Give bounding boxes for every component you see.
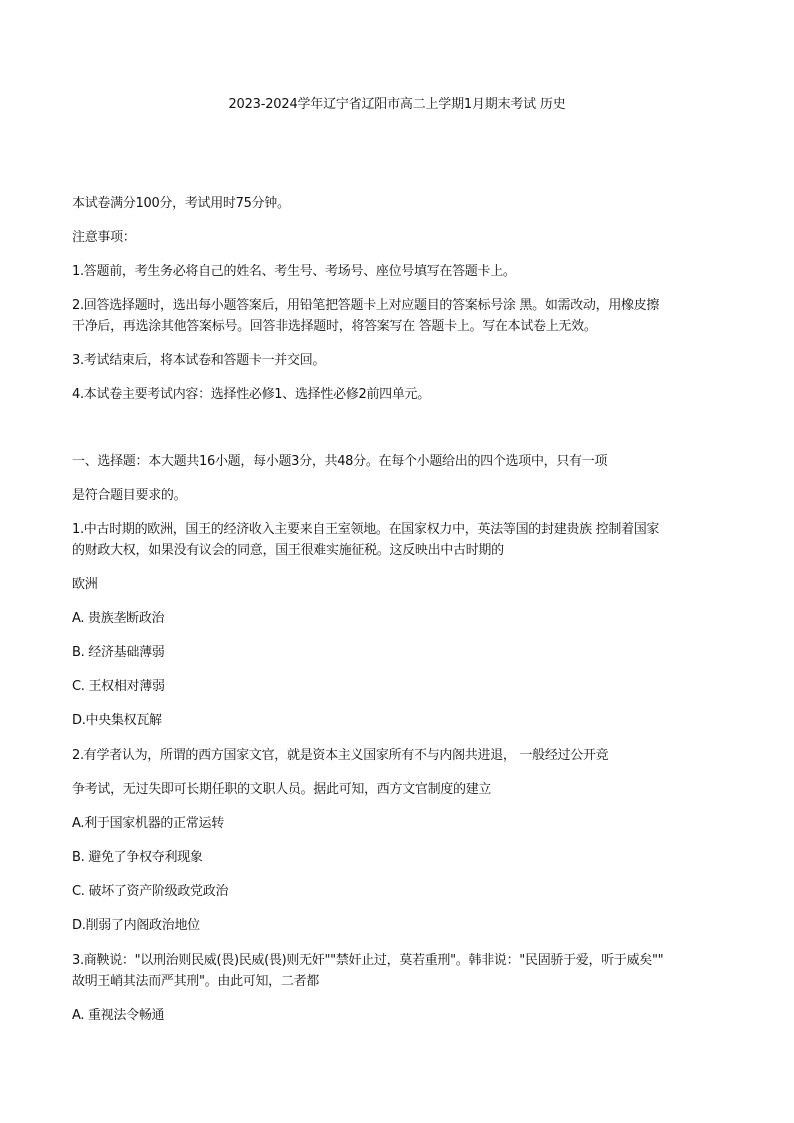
q1-stem-line-2: 的财政大权，如果没有议会的同意，国王很难实施征税。这反映出中古时期的	[72, 543, 504, 558]
q2-stem-line-1: 2.有学者认为，所谓的西方国家文官，就是资本主义国家所有不与内阁共进退， 一般经过公开竞	[72, 748, 609, 763]
q1-option-b: B. 经济基础薄弱	[72, 645, 165, 660]
q1-stem-line-3: 欧洲	[72, 577, 98, 592]
q2-option-c: C. 破坏了资产阶级政党政治	[72, 884, 229, 899]
q3-stem-line-1: 3.商鞅说："以刑治则民威(畏)民威(畏)则无奸""禁奸止过，莫若重刑"。韩非说："民固骄于爱，听于威矣""	[72, 953, 664, 968]
q3-stem-line-2: 故明王峭其法而严其刑"。由此可知，二者都	[72, 974, 319, 989]
q1-stem-line-1: 1.中古时期的欧洲，国王的经济收入主要来自王室领地。在国家权力中，英法等国的封建贵族 控制着国家	[72, 522, 660, 537]
notice-item-3: 3.考试结束后，将本试卷和答题卡一并交回。	[72, 353, 326, 368]
q2-option-b: B. 避免了争权夺利现象	[72, 850, 203, 865]
exam-info-line: 本试卷满分100分，考试用时75分钟。	[72, 196, 290, 211]
notice-item-2-line-2: 干净后，再选涂其他答案标号。回答非选择题时，将答案写在 答题卡上。写在本试卷上无效。	[72, 319, 597, 334]
q1-option-a: A. 贵族垄断政治	[72, 611, 165, 626]
document-title: 2023-2024学年辽宁省辽阳市高二上学期1月期末考试 历史	[228, 97, 566, 112]
q1-option-c: C. 王权相对薄弱	[72, 679, 165, 694]
q2-option-d: D.削弱了内阁政治地位	[72, 918, 200, 933]
notice-item-4: 4.本试卷主要考试内容：选择性必修1、选择性必修2前四单元。	[72, 387, 430, 402]
section-heading-line-2: 是符合题目要求的。	[72, 488, 187, 503]
notice-item-1: 1.答题前，考生务必将自己的姓名、考生号、考场号、座位号填写在答题卡上。	[72, 264, 516, 279]
notice-item-2-line-1: 2.回答选择题时，选出每小题答案后，用铅笔把答题卡上对应题目的答案标号涂 黑。如需改动，用橡皮擦	[72, 298, 660, 313]
q1-option-d: D.中央集权瓦解	[72, 713, 162, 728]
q2-stem-line-2: 争考试，无过失即可长期任职的文职人员。据此可知，西方文官制度的建立	[72, 782, 492, 797]
section-heading-line-1: 一、选择题：本大题共16小题，每小题3分，共48分。在每个小题给出的四个选项中，只有一项	[72, 454, 608, 469]
q2-option-a: A.利于国家机器的正常运转	[72, 816, 224, 831]
q3-option-a: A. 重视法令畅通	[72, 1008, 165, 1023]
notice-heading: 注意事项：	[72, 230, 136, 245]
